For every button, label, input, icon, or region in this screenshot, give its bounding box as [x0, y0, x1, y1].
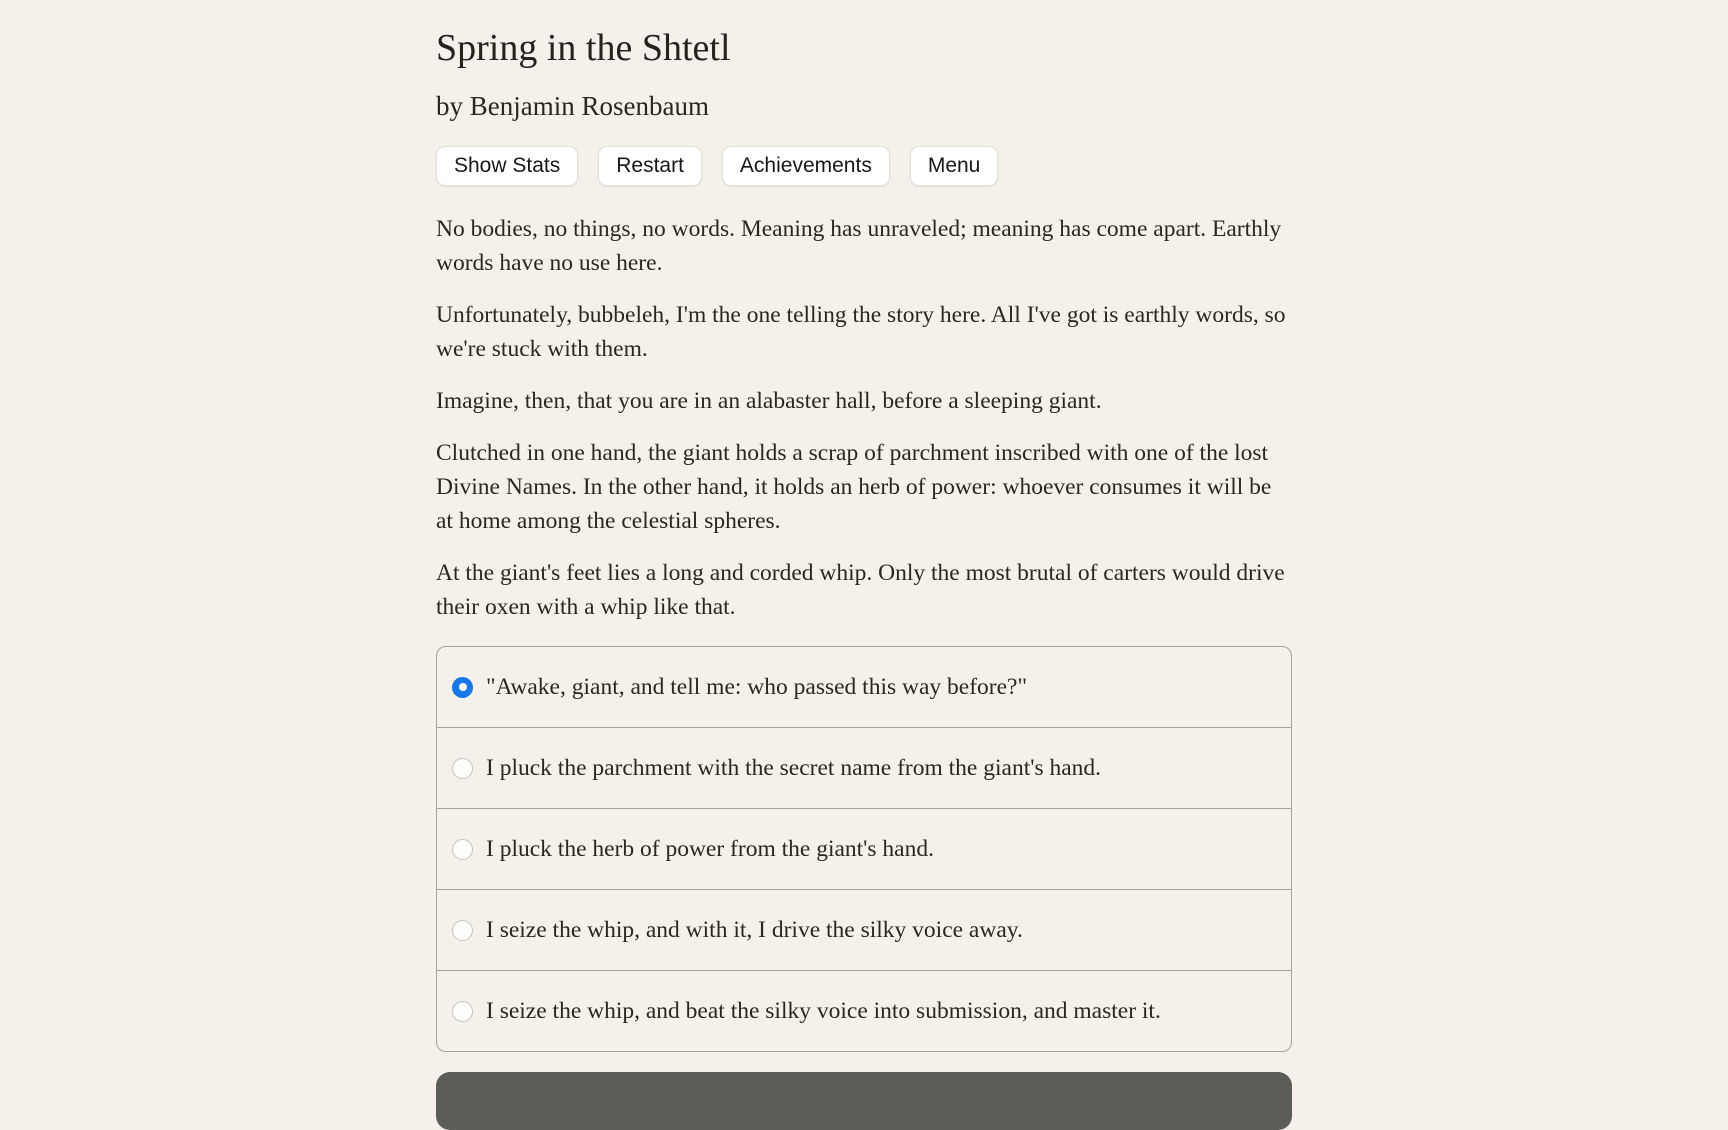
choice-option-seize-whip-master[interactable]: [437, 970, 1291, 1051]
choice-option-pluck-parchment[interactable]: [437, 727, 1291, 808]
radio-button-icon[interactable]: [452, 1001, 473, 1022]
story-paragraph: At the giant's feet lies a long and corded whip. Only the most brutal of carters would drive their oxen with a whip like that.: [436, 560, 1285, 620]
story-paragraph: Unfortunately, bubbeleh, I'm the one telling the story here. All I've got is earthly words, so we're stuck with them.: [436, 302, 1286, 362]
choice-label: I seize the whip, and beat the silky voice into submission, and master it.: [486, 998, 1161, 1024]
choice-list: [436, 646, 1292, 1052]
toolbar: [436, 146, 1292, 186]
achievements-button[interactable]: Achievements: [722, 146, 890, 186]
next-button[interactable]: [436, 1072, 1292, 1130]
radio-button-icon[interactable]: [452, 758, 473, 779]
choice-option-awake-giant[interactable]: [437, 647, 1291, 727]
choice-option-seize-whip-drive[interactable]: [437, 889, 1291, 970]
radio-button-icon[interactable]: [452, 839, 473, 860]
choice-label: I seize the whip, and with it, I drive the silky voice away.: [486, 917, 1023, 943]
story-paragraph: Clutched in one hand, the giant holds a scrap of parchment inscribed with one of the lost Divine Names. In the other hand, it holds an herb of power: whoever consumes it will be at home among the celestial spheres.: [436, 440, 1272, 534]
choice-option-pluck-herb[interactable]: [437, 808, 1291, 889]
choice-label: "Awake, giant, and tell me: who passed this way before?": [486, 674, 1028, 700]
story-text: [436, 212, 1292, 624]
story-paragraph: No bodies, no things, no words. Meaning has unraveled; meaning has come apart. Earthly words have no use here.: [436, 216, 1282, 276]
content-column: [436, 0, 1292, 1130]
restart-button[interactable]: Restart: [598, 146, 702, 186]
page-title: Spring in the Shtetl: [436, 27, 731, 69]
radio-button-icon[interactable]: [452, 920, 473, 941]
author-byline: by Benjamin Rosenbaum: [436, 91, 709, 121]
show-stats-button[interactable]: Show Stats: [436, 146, 578, 186]
story-paragraph: Imagine, then, that you are in an alabaster hall, before a sleeping giant.: [436, 388, 1102, 414]
menu-button[interactable]: Menu: [910, 146, 999, 186]
choice-label: I pluck the herb of power from the giant's hand.: [486, 836, 934, 862]
choice-label: I pluck the parchment with the secret name from the giant's hand.: [486, 755, 1102, 781]
radio-button-icon[interactable]: [452, 677, 473, 698]
